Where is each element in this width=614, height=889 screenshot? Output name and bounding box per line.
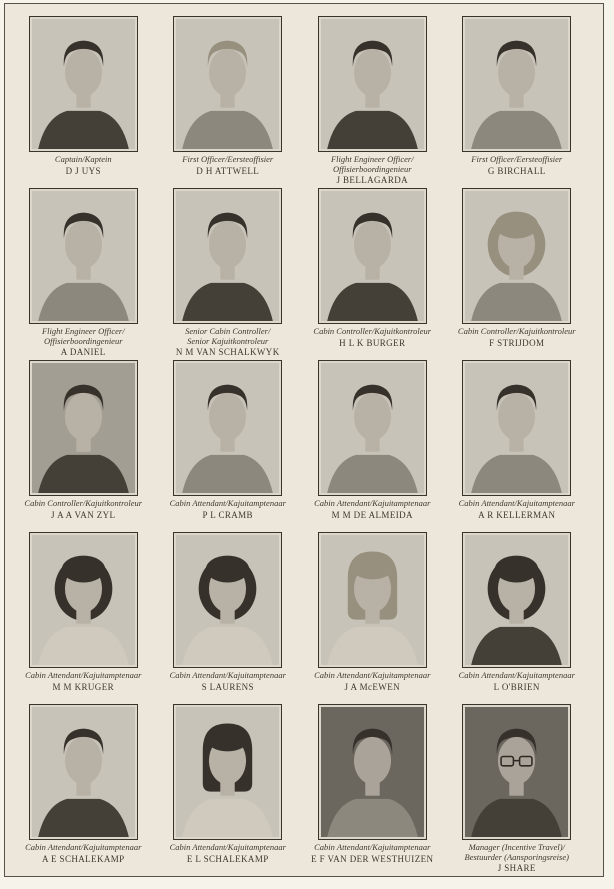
role-title-line: Cabin Attendant/Kajuitamptenaar — [169, 670, 286, 680]
role-title-line: Cabin Attendant/Kajuitamptenaar — [169, 498, 286, 508]
person-name: A R KELLERMAN — [478, 509, 556, 520]
role-title-line: Cabin Attendant/Kajuitamptenaar — [314, 670, 431, 680]
role-title-line: Flight Engineer Officer/ — [41, 326, 125, 336]
caption — [13, 499, 153, 520]
person-name: D J UYS — [65, 165, 101, 176]
portrait-photo — [29, 188, 138, 324]
crew-card — [156, 700, 301, 872]
crew-card — [11, 528, 156, 700]
portrait-photo — [173, 532, 282, 668]
role-title — [158, 327, 298, 346]
portrait-photo — [462, 704, 571, 840]
crew-card — [11, 356, 156, 528]
role-title-line: Cabin Controller/Kajuitkontroleur — [24, 498, 143, 508]
role-title — [302, 843, 442, 853]
portrait-photo — [318, 532, 427, 668]
role-title-line: Captain/Kaptein — [54, 154, 112, 164]
person-name: P L CRAMB — [202, 509, 253, 520]
role-title — [13, 499, 153, 509]
person-name: E F VAN DER WESTHUIZEN — [311, 853, 434, 864]
caption — [302, 671, 442, 692]
role-title-line: Flight Engineer Officer/ — [330, 154, 414, 164]
role-title-line: Cabin Attendant/Kajuitamptenaar — [458, 670, 575, 680]
caption — [302, 843, 442, 864]
person-name: D H ATTWELL — [196, 165, 260, 176]
role-title-line: Senior Kajuitkontroleur — [187, 335, 269, 346]
crew-card — [300, 700, 445, 872]
role-title-line: Cabin Attendant/Kajuitamptenaar — [25, 670, 142, 680]
portrait-photo — [173, 16, 282, 152]
role-title — [302, 155, 442, 174]
caption — [158, 843, 298, 864]
crew-card — [445, 700, 590, 872]
person-name: M M KRUGER — [52, 681, 114, 692]
role-title — [447, 327, 587, 337]
crew-card — [445, 184, 590, 356]
crew-card — [300, 184, 445, 356]
crew-card — [445, 12, 590, 184]
caption — [447, 671, 587, 692]
person-name: E L SCHALEKAMP — [186, 853, 269, 864]
crew-card — [156, 12, 301, 184]
crew-card — [300, 528, 445, 700]
role-title — [302, 499, 442, 509]
crew-card — [11, 12, 156, 184]
person-name: A DANIEL — [60, 347, 106, 357]
person-name: L O'BRIEN — [493, 681, 540, 692]
caption — [13, 155, 153, 176]
person-name: J A A VAN ZYL — [51, 509, 116, 520]
role-title-line: Offisierboordingenieur — [332, 163, 412, 174]
role-title — [447, 155, 587, 165]
person-name: M M DE ALMEIDA — [331, 509, 413, 520]
caption — [158, 327, 298, 357]
portrait-photo — [29, 360, 138, 496]
role-title — [447, 843, 587, 862]
role-title-line: First Officer/Eersteoffisier — [471, 154, 563, 164]
crew-card — [445, 356, 590, 528]
portrait-photo — [318, 16, 427, 152]
portrait-photo — [173, 704, 282, 840]
portrait-photo — [318, 188, 427, 324]
portrait-photo — [318, 360, 427, 496]
role-title — [302, 327, 442, 337]
caption — [13, 843, 153, 864]
role-title — [158, 843, 298, 853]
caption — [302, 155, 442, 185]
portrait-photo — [462, 16, 571, 152]
person-name: G BIRCHALL — [487, 165, 546, 176]
caption — [158, 499, 298, 520]
crew-card — [156, 528, 301, 700]
crew-card — [11, 184, 156, 356]
person-name: J BELLAGARDA — [336, 175, 409, 185]
portrait-photo — [318, 704, 427, 840]
portrait-photo — [29, 704, 138, 840]
role-title-line: Senior Cabin Controller/ — [185, 326, 271, 336]
caption — [302, 499, 442, 520]
caption — [447, 155, 587, 176]
role-title — [13, 843, 153, 853]
role-title — [158, 155, 298, 165]
role-title — [447, 499, 587, 509]
role-title-line: Cabin Controller/Kajuitkontroleur — [457, 326, 576, 336]
role-title — [13, 671, 153, 681]
crew-card — [156, 356, 301, 528]
role-title-line: Cabin Attendant/Kajuitamptenaar — [458, 498, 575, 508]
person-name: J SHARE — [497, 863, 536, 873]
portrait-photo — [173, 360, 282, 496]
portrait-photo — [462, 532, 571, 668]
crew-card — [445, 528, 590, 700]
portrait-photo — [29, 16, 138, 152]
caption — [13, 671, 153, 692]
caption — [447, 843, 587, 873]
role-title-line: Cabin Controller/Kajuitkontroleur — [313, 326, 432, 336]
crew-card — [156, 184, 301, 356]
role-title — [158, 499, 298, 509]
caption — [158, 155, 298, 176]
portrait-photo — [29, 532, 138, 668]
role-title — [13, 155, 153, 165]
caption — [13, 327, 153, 357]
role-title — [13, 327, 153, 346]
role-title — [302, 671, 442, 681]
crew-card — [11, 700, 156, 872]
crew-grid — [11, 12, 589, 872]
crew-card — [300, 356, 445, 528]
role-title — [447, 671, 587, 681]
portrait-photo — [462, 188, 571, 324]
role-title-line: Manager (Incentive Travel)/ — [468, 842, 565, 852]
portrait-photo — [173, 188, 282, 324]
person-name: N M VAN SCHALKWYK — [175, 347, 280, 357]
caption — [447, 499, 587, 520]
role-title-line: Cabin Attendant/Kajuitamptenaar — [169, 842, 286, 852]
portrait-photo — [462, 360, 571, 496]
role-title-line: Cabin Attendant/Kajuitamptenaar — [25, 842, 142, 852]
role-title-line: Cabin Attendant/Kajuitamptenaar — [314, 498, 431, 508]
role-title-line: First Officer/Eersteoffisier — [182, 154, 274, 164]
caption — [158, 671, 298, 692]
person-name: H L K BURGER — [339, 337, 406, 348]
person-name: J A McEWEN — [344, 681, 400, 692]
role-title-line: Offisierboordingenieur — [43, 335, 123, 346]
caption — [447, 327, 587, 348]
role-title — [158, 671, 298, 681]
role-title-line: Bestuurder (Aansporingsreise) — [464, 851, 569, 862]
person-name: A E SCHALEKAMP — [41, 853, 125, 864]
role-title-line: Cabin Attendant/Kajuitamptenaar — [314, 842, 431, 852]
person-name: F STRIJDOM — [489, 337, 545, 348]
caption — [302, 327, 442, 348]
person-name: S LAURENS — [201, 681, 254, 692]
crew-card — [300, 12, 445, 184]
